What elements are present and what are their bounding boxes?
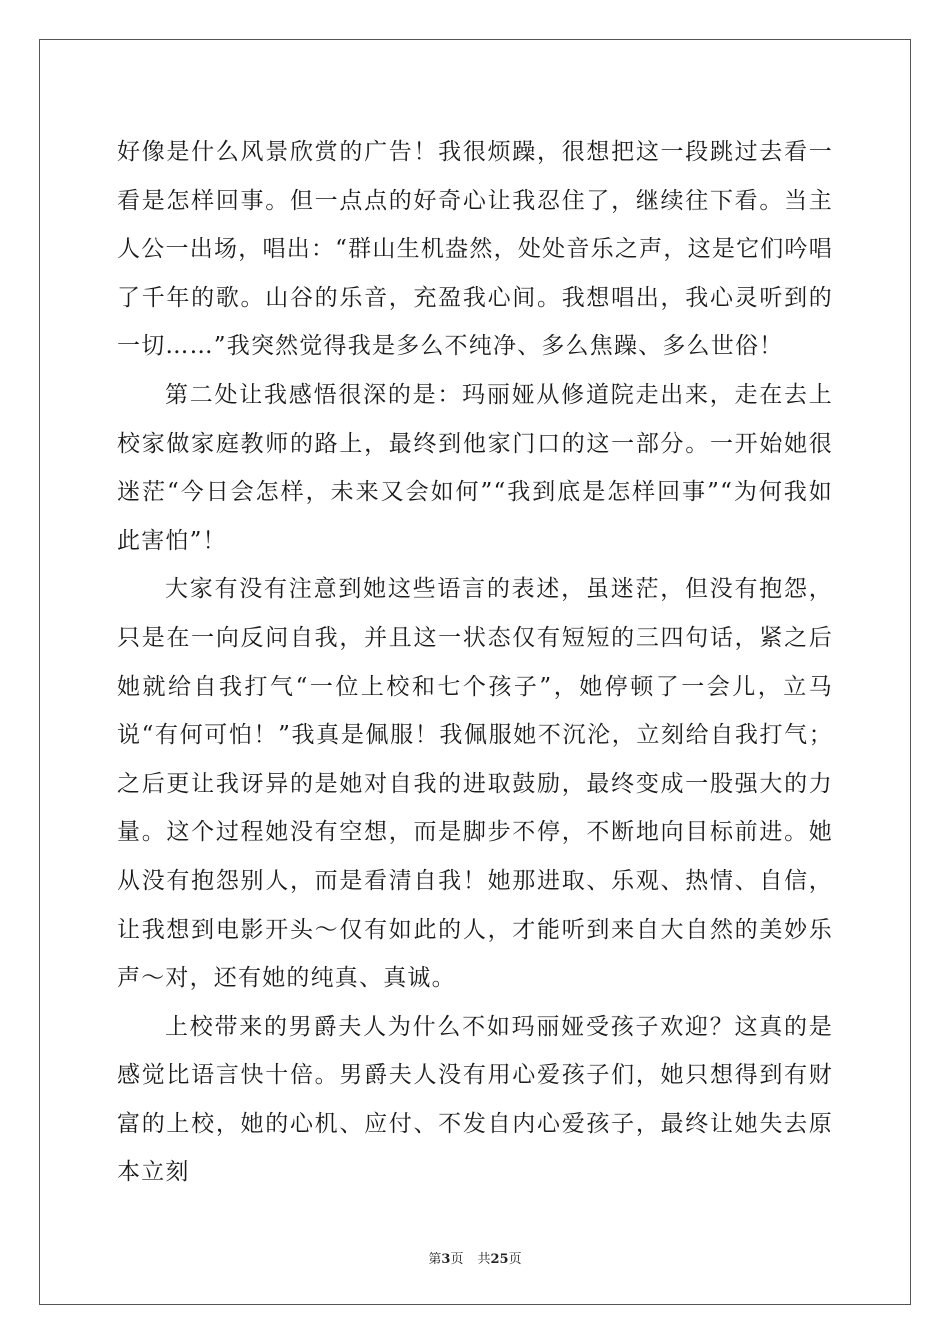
- paragraph-2: 第二处让我感悟很深的是：玛丽娅从修道院走出来，走在去上校家做家庭教师的路上，最终到他家门口的这一部分。一开始她很迷茫“今日会怎样，未来又会如何”“我到底是怎样回事”“为何我如此害怕”！: [117, 381, 833, 554]
- paragraph-1: 好像是什么风景欣赏的广告！我很烦躁，很想把这一段跳过去看一看是怎样回事。但一点点的好奇心让我忍住了，继续往下看。当主人公一出场，唱出：“群山生机盎然，处处音乐之声，这是它们吟唱了千年的歌。山谷的乐音，充盈我心间。我想唱出，我心灵听到的一切……”我突然觉得我是多么不纯净、多么焦躁、多么世俗！: [117, 139, 833, 360]
- page-prefix: 第: [428, 1252, 442, 1267]
- paragraph-3: 大家有没有注意到她这些语言的表述，虽迷茫，但没有抱怨，只是在一向反问自我，并且这一状态仅有短短的三四句话，紧之后她就给自我打气“一位上校和七个孩子”，她停顿了一会儿，立马说“有何可怕！”我真是佩服！我佩服她不沉沦，立刻给自我打气；之后更让我讶异的是她对自我的进取鼓励，最终变成一股强大的力量。这个过程她没有空想，而是脚步不停，不断地向目标前进。她从没有抱怨别人，而是看清自我！她那进取、乐观、热情、自信，让我想到电影开头～仅有如此的人，才能听到来自大自然的美妙乐声～对，还有她的纯真、真诚。: [117, 576, 833, 992]
- page-number: 3: [441, 1252, 451, 1267]
- document-body: [117, 128, 833, 1197]
- total-suffix: 页: [508, 1252, 522, 1267]
- page-footer: [0, 1248, 950, 1267]
- paragraph-4: 上校带来的男爵夫人为什么不如玛丽娅受孩子欢迎？这真的是感觉比语言快十倍。男爵夫人没有用心爱孩子们，她只想得到有财富的上校，她的心机、应付、不发自内心爱孩子，最终让她失去原本立刻: [117, 1013, 833, 1186]
- total-prefix: 共: [477, 1252, 491, 1267]
- total-pages: 25: [490, 1252, 509, 1267]
- page-suffix: 页: [450, 1252, 464, 1267]
